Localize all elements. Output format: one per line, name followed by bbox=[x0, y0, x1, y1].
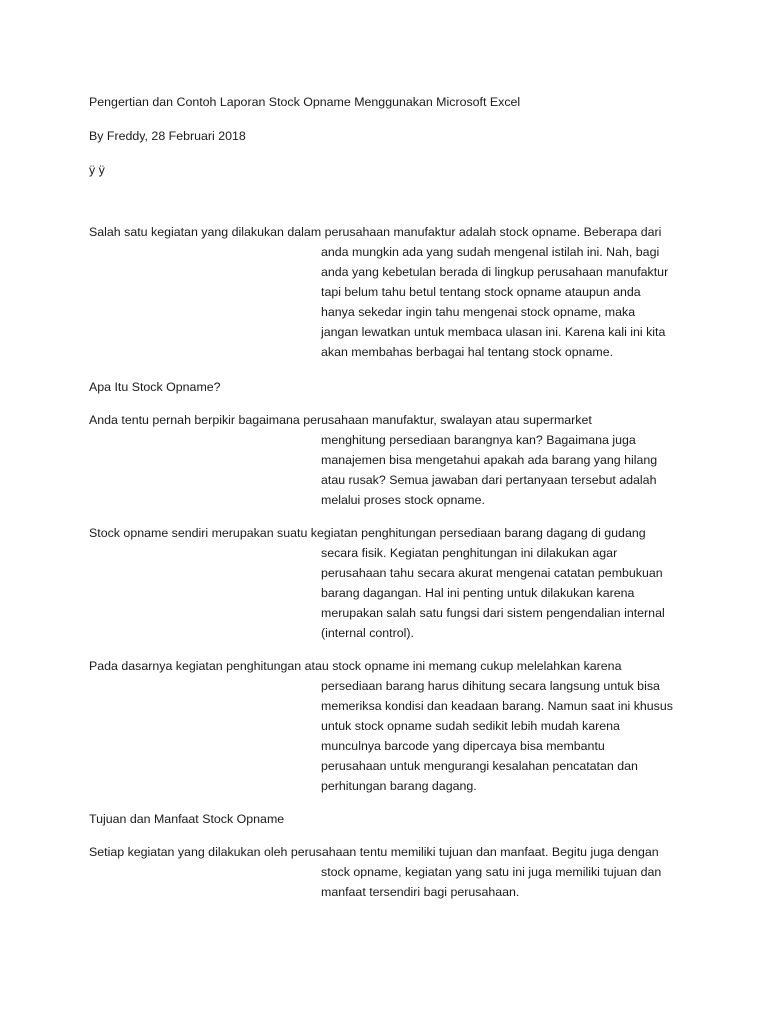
paragraph-line: persediaan barang harus dihitung secara langsung untuk bisa bbox=[321, 679, 660, 693]
section-heading: Apa Itu Stock Opname? bbox=[89, 380, 221, 394]
document-byline: By Freddy, 28 Februari 2018 bbox=[89, 129, 246, 143]
paragraph-line: atau rusak? Semua jawaban dari pertanyaan tersebut adalah bbox=[321, 473, 657, 487]
paragraph-line: manfaat tersendiri bagi perusahaan. bbox=[321, 885, 520, 899]
paragraph-line: barang dagangan. Hal ini penting untuk dilakukan karena bbox=[321, 586, 635, 600]
paragraph-line: akan membahas berbagai hal tentang stock opname. bbox=[321, 345, 614, 359]
stray-glyphs: ÿ ÿ bbox=[89, 163, 105, 177]
paragraph-line: melalui proses stock opname. bbox=[321, 493, 485, 507]
paragraph-line: tapi belum tahu betul tentang stock opname ataupun anda bbox=[321, 285, 641, 299]
paragraph-line: anda yang kebetulan berada di lingkup perusahaan manufaktur bbox=[321, 265, 669, 279]
paragraph-line: perusahaan untuk mengurangi kesalahan pencatatan dan bbox=[321, 759, 638, 773]
paragraph-line: memeriksa kondisi dan keadaan barang. Namun saat ini khusus bbox=[321, 699, 673, 713]
paragraph-line: jangan lewatkan untuk membaca ulasan ini. Karena kali ini kita bbox=[321, 325, 666, 339]
document-title: Pengertian dan Contoh Laporan Stock Opname Menggunakan Microsoft Excel bbox=[89, 95, 521, 109]
section-heading: Tujuan dan Manfaat Stock Opname bbox=[89, 812, 285, 826]
paragraph-line: secara fisik. Kegiatan penghitungan ini dilakukan agar bbox=[321, 546, 618, 560]
paragraph-line: anda mungkin ada yang sudah mengenal istilah ini. Nah, bagi bbox=[321, 245, 660, 259]
paragraph-line: menghitung persediaan barangnya kan? Bagaimana juga bbox=[321, 433, 636, 447]
paragraph-line: hanya sekedar ingin tahu mengenai stock opname, maka bbox=[321, 305, 636, 319]
paragraph-line: stock opname, kegiatan yang satu ini juga memiliki tujuan dan bbox=[321, 865, 662, 879]
paragraph-line: Pada dasarnya kegiatan penghitungan atau stock opname ini memang cukup melelahkan karena bbox=[89, 659, 622, 673]
paragraph-line: manajemen bisa mengetahui apakah ada barang yang hilang bbox=[321, 453, 658, 467]
paragraph-line: Salah satu kegiatan yang dilakukan dalam perusahaan manufaktur adalah stock opname. Beberapa dari bbox=[89, 225, 662, 239]
paragraph-line: perusahaan tahu secara akurat mengenai catatan pembukuan bbox=[321, 566, 663, 580]
paragraph-line: (internal control). bbox=[321, 626, 414, 640]
paragraph-line: Setiap kegiatan yang dilakukan oleh perusahaan tentu memiliki tujuan dan manfaat. Begitu juga dengan bbox=[89, 845, 659, 859]
paragraph-line: Anda tentu pernah berpikir bagaimana perusahaan manufaktur, swalayan atau supermarket bbox=[89, 413, 592, 427]
paragraph-line: Stock opname sendiri merupakan suatu kegiatan penghitungan persediaan barang dagang di gudang bbox=[89, 526, 646, 540]
paragraph-line: untuk stock opname sudah sedikit lebih mudah karena bbox=[321, 719, 620, 733]
paragraph-line: perhitungan barang dagang. bbox=[321, 779, 477, 793]
paragraph-line: munculnya barcode yang dipercaya bisa membantu bbox=[321, 739, 605, 753]
paragraph-line: merupakan salah satu fungsi dari sistem pengendalian internal bbox=[321, 606, 665, 620]
